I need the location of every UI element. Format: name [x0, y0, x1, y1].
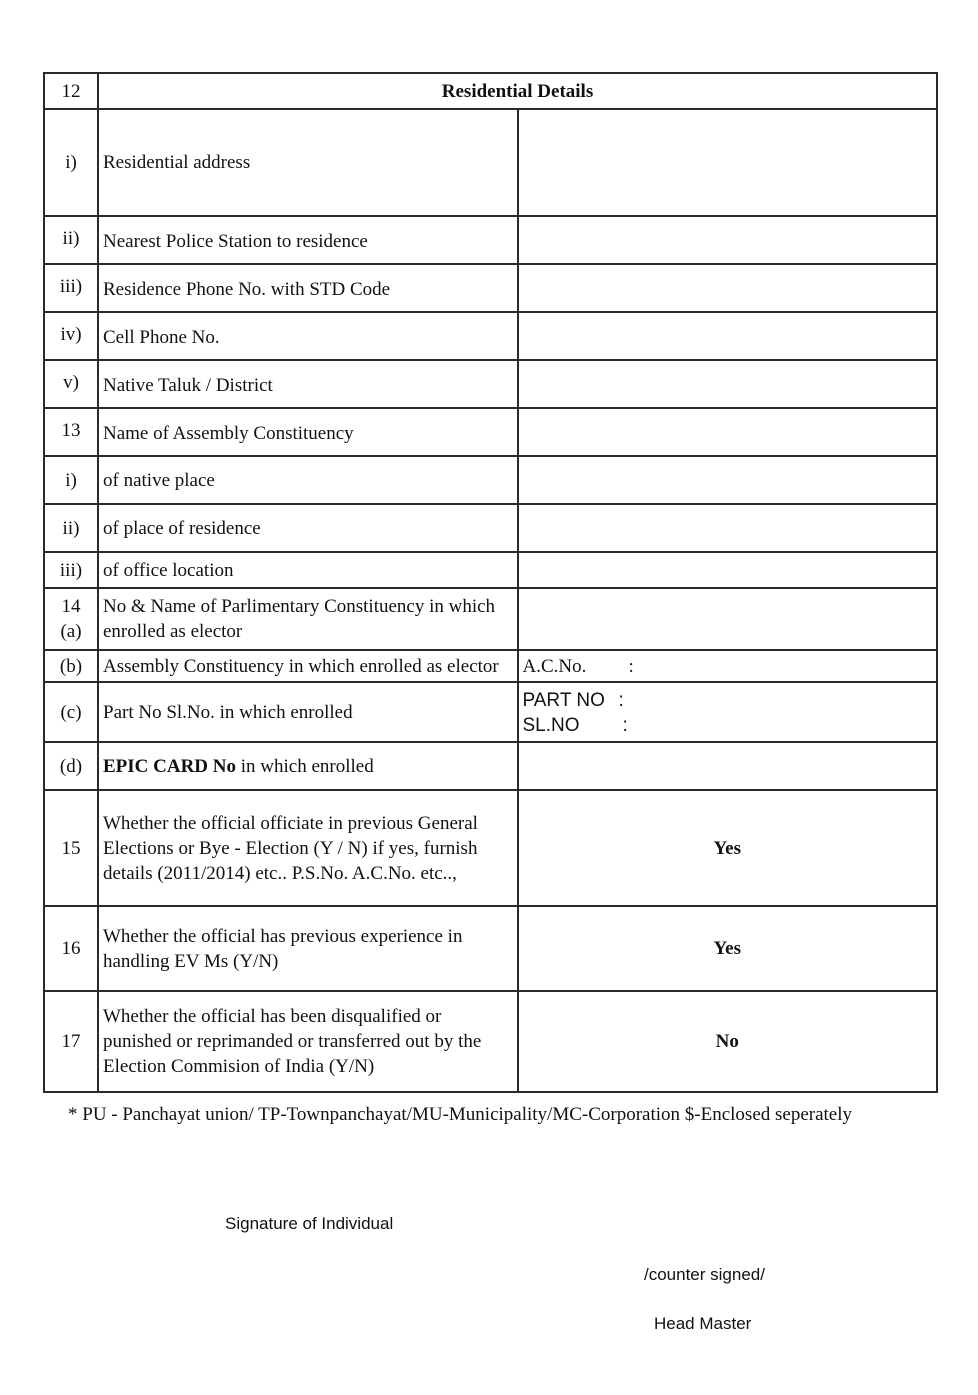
row-residence-phone — [44, 264, 937, 312]
row-label-line1: Whether the official has been disqualified or — [103, 1006, 442, 1027]
row-label-line2: Elections or Bye - Election (Y / N) if yes, furnish — [103, 837, 478, 859]
section-header-row — [44, 73, 937, 109]
row-assembly-enrolled — [44, 650, 937, 682]
row-disqualified — [44, 991, 937, 1092]
sl-no-separator: : — [622, 715, 628, 736]
row-number: 16 — [44, 906, 98, 991]
row-native-place — [44, 456, 937, 504]
place-of-residence-field[interactable] — [518, 504, 938, 552]
cell-phone-field[interactable] — [518, 312, 938, 360]
row-label-line1: Whether the official has previous experience in — [103, 925, 463, 947]
row-number: iii) — [44, 552, 98, 588]
part-no-separator: : — [618, 690, 624, 711]
row-label — [98, 906, 518, 991]
row-label-line3: details (2011/2014) etc.. P.S.No. A.C.No. etc.., — [103, 862, 457, 884]
assembly-constituency-field[interactable] — [518, 408, 938, 456]
row-label-line3: Election Commision of India (Y/N) — [103, 1056, 375, 1077]
footnote: * PU - Panchayat union/ TP-Townpanchayat/MU-Municipality/MC-Corporation $-Enclosed seperately — [68, 1104, 853, 1125]
row-label: Native Taluk / District — [98, 360, 518, 408]
row-label-line1: Whether the official officiate in previous General — [103, 812, 478, 834]
row-label — [98, 790, 518, 906]
row-number: ii) — [44, 504, 98, 552]
row-evm-experience — [44, 906, 937, 991]
row-police-station — [44, 216, 937, 264]
row-label: of place of residence — [98, 504, 518, 552]
row-label: of native place — [98, 456, 518, 504]
row-number: 13 — [44, 408, 98, 456]
row-label: Part No Sl.No. in which enrolled — [98, 682, 518, 742]
row-number: 17 — [44, 991, 98, 1092]
row-label: Residence Phone No. with STD Code — [98, 264, 518, 312]
residential-address-field[interactable] — [518, 109, 938, 216]
row-native-taluk — [44, 360, 937, 408]
row-label-line2: punished or reprimanded or transferred out by the — [103, 1031, 482, 1052]
row-label — [98, 588, 518, 650]
row-residential-address — [44, 109, 937, 216]
row-office-location — [44, 552, 937, 588]
row-number-line2: (a) — [60, 621, 82, 642]
row-label: of office location — [98, 552, 518, 588]
sl-no-label: SL.NO — [522, 715, 580, 736]
evm-experience-answer[interactable]: Yes — [518, 906, 938, 991]
signature-of-individual: Signature of Individual — [225, 1214, 394, 1233]
row-label-line2: enrolled as elector — [103, 621, 243, 642]
row-cell-phone — [44, 312, 937, 360]
row-number: (d) — [44, 742, 98, 790]
ac-no-label: A.C.No. — [522, 655, 587, 677]
row-label: Cell Phone No. — [98, 312, 518, 360]
part-sl-no-field[interactable] — [518, 682, 938, 742]
office-location-field[interactable] — [518, 552, 938, 588]
row-label-line2: handling EV Ms (Y/N) — [103, 950, 279, 972]
row-number: i) — [44, 109, 98, 216]
row-epic-card — [44, 742, 937, 790]
row-number: iv) — [44, 312, 98, 360]
row-label — [98, 742, 518, 790]
police-station-field[interactable] — [518, 216, 938, 264]
row-parliamentary-constituency — [44, 588, 937, 650]
epic-card-label-rest: in which enrolled — [236, 755, 374, 777]
native-place-field[interactable] — [518, 456, 938, 504]
row-number-line1: 14 — [61, 596, 81, 617]
disqualified-answer[interactable]: No — [518, 991, 938, 1092]
native-taluk-field[interactable] — [518, 360, 938, 408]
ac-no-separator: : — [628, 655, 634, 677]
row-number: (c) — [44, 682, 98, 742]
row-label: Name of Assembly Constituency — [98, 408, 518, 456]
section-number: 12 — [44, 73, 98, 109]
row-number — [44, 588, 98, 650]
head-master-label: Head Master — [654, 1314, 752, 1333]
row-place-of-residence — [44, 504, 937, 552]
row-number: iii) — [44, 264, 98, 312]
counter-signed-label: /counter signed/ — [644, 1265, 765, 1284]
row-number: i) — [44, 456, 98, 504]
epic-card-field[interactable] — [518, 742, 938, 790]
row-assembly-constituency — [44, 408, 937, 456]
parliamentary-constituency-field[interactable] — [518, 588, 938, 650]
residential-details-table — [43, 72, 938, 1093]
row-previous-election-duty — [44, 790, 937, 906]
row-number: 15 — [44, 790, 98, 906]
previous-election-duty-answer[interactable]: Yes — [518, 790, 938, 906]
row-label — [98, 991, 518, 1092]
row-part-sl-no — [44, 682, 937, 742]
section-title: Residential Details — [98, 73, 937, 109]
row-number: ii) — [44, 216, 98, 264]
row-number: (b) — [44, 650, 98, 682]
residence-phone-field[interactable] — [518, 264, 938, 312]
epic-card-bold-label: EPIC CARD No — [103, 755, 236, 777]
ac-no-field[interactable] — [518, 650, 938, 682]
row-label: Nearest Police Station to residence — [98, 216, 518, 264]
part-no-label: PART NO — [522, 690, 605, 711]
row-number: v) — [44, 360, 98, 408]
row-label: Residential address — [98, 109, 518, 216]
row-label-line1: No & Name of Parlimentary Constituency in which — [103, 596, 496, 617]
row-label: Assembly Constituency in which enrolled as elector — [98, 650, 518, 682]
